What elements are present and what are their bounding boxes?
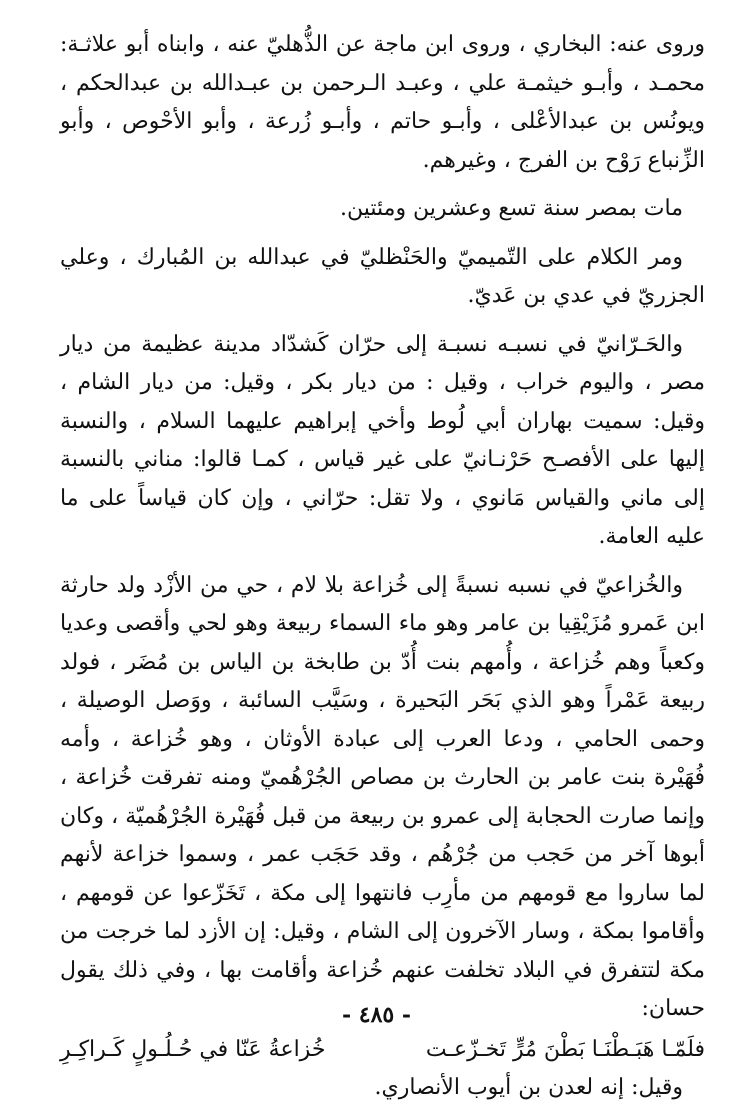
- closing-line: وقيل: إنه لعدن بن أيوب الأنصاري.: [60, 1069, 705, 1107]
- verse-first-hemistich: فلَمّـا هَبَـطْنَـا بَطْنَ مُرٍّ تَخـزّعـت: [426, 1031, 705, 1069]
- page-number: - ٤٨٥ -: [0, 1002, 753, 1028]
- verse-second-hemistich: خُزاعةُ عَنّا في حُـلُـولٍ كَـراكِـرِ: [60, 1031, 325, 1069]
- narrators-paragraph: وروى عنه: البخاري ، وروى ابن ماجة عن الذُّهليّ عنه ، وابناه أبو علاثـة: محمـد ، وأبـو خيثمـة علي ، وعبـد الـرحمن بن عبـدالله بن عبدالحكم ، ويونُس بن عبدالأعْلى ، وأبـو حاتم ، وأبـو زُرعة ، وأبو الأحْوص ، وأبو الزِّنباع رَوْح بن الفرج ، وغيرهم.: [60, 26, 705, 180]
- harrani-paragraph: والحَـرّانيّ في نسبـه نسبـة إلى حرّان كَشدّاد مدينة عظيمة من ديار مصر ، واليوم خراب ، وقيل : من ديار بكر ، وقيل: من ديار الشام ، وقيل: سميت بهاران أبي لُوط وأخي إبراهيم عليهما السلام ، والنسبة إليها على الأفصـح حَرْنـانيّ على غير قياس ، كمـا قالوا: مناني بالنسبة إلى ماني والقياس مَانوي ، ولا تقل: حرّاني ، وإن كان قياساً على ما عليه العامة.: [60, 326, 705, 557]
- cross-reference-paragraph: ومر الكلام على التّميميّ والحَنْظليّ في عبدالله بن المُبارك ، وعلي الجزريّ في عدي بن عَديّ.: [60, 239, 705, 316]
- khuzai-paragraph: والخُزاعيّ في نسبه نسبةً إلى خُزاعة بلا لام ، حي من الأزْد ولد حارثة ابن عَمرو مُزَيْقِيا بن عامر وهو ماء السماء ربيعة وهو لحي وأقصى وعديا وكعباً وهم خُزاعة ، وأُمهم بنت أُدّ بن طابخة بن الياس بن مُضَر ، فولد ربيعة عَمْراً وهو الذي بَحَر البَحيرة ، وسَيَّب السائبة ، ووَصل الوصيلة ، وحمى الحامي ، ودعا العرب إلى عبادة الأوثان ، وهو خُزاعة ، وأمه فُهَيْرة بنت عامر بن الحارث بن مصاص الجُرْهُميّ ومنه تفرقت خُزاعة ، وإنما صارت الحجابة إلى عمرو بن ربيعة من قبل فُهَيْرة الجُرْهُميّة ، وكان أبوها آخر من حَجب من جُرْهُم ، وقد حَجَب عمر ، وسموا خزاعة لأنهم لما ساروا مع قومهم من مأرِب فانتهوا إلى مكة ، تَخَزّعوا عن قومهم ، وأقاموا بمكة ، وسار الآخرون إلى الشام ، وقيل: إن الأزد لما خرجت من مكة لتتفرق في البلاد تخلفت عنهم خُزاعة وأقامت بها ، وفي ذلك يقول حسان:: [60, 567, 705, 1029]
- death-paragraph: مات بمصر سنة تسع وعشرين ومئتين.: [60, 190, 705, 229]
- poetry-verse: [60, 1031, 705, 1069]
